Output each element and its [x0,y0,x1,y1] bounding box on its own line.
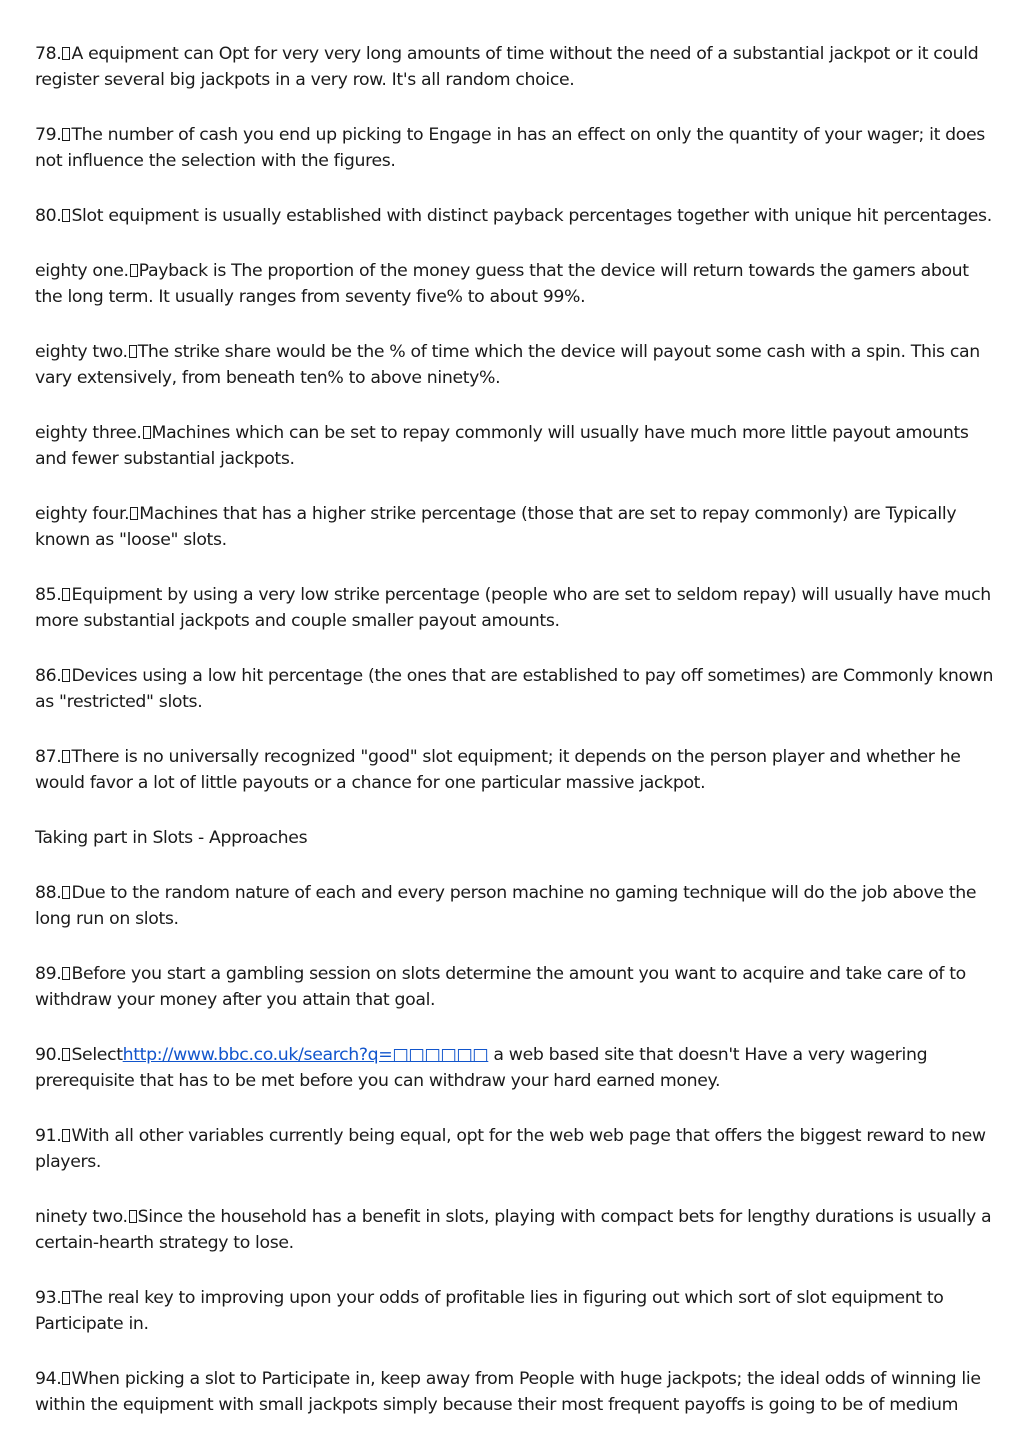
item-lead: Select [71,1045,123,1065]
item-lead: A [71,44,83,64]
paragraph-82 [35,339,995,391]
item-text: equipment is usually established with distinct payback percentages together with unique hit percentages. [103,206,992,226]
item-number: 89. [35,964,62,984]
item-lead: There [71,747,120,767]
missing-glyph-icon [129,345,137,358]
missing-glyph-icon [62,750,70,763]
item-lead: With [71,1126,110,1146]
missing-glyph-icon [62,967,70,980]
item-number: 90. [35,1045,62,1065]
paragraph-80 [35,203,995,229]
item-number: eighty four. [35,504,130,524]
missing-glyph-icon [62,588,70,601]
item-lead: Devices [71,666,138,686]
item-lead: Since [137,1207,183,1227]
missing-glyph-icon [130,507,138,520]
paragraph-90 [35,1042,995,1094]
item-number: ninety two. [35,1207,128,1227]
item-text: which can be set to repay commonly will usually have much more little payout amounts and fewer substantial jackpots. [35,423,969,469]
item-number: 85. [35,585,62,605]
item-lead: Machines [139,504,218,524]
missing-glyph-icon [62,669,70,682]
item-lead: Before [71,964,126,984]
item-text: picking a slot to Participate in, keep away from People with huge jackpots; the ideal odds of winning lie within the equipment with small jackpots simply because their most frequent payoffs is going to be of medium [35,1369,981,1415]
item-lead: The [71,1288,103,1308]
paragraph-89 [35,961,995,1013]
section-heading: Taking part in Slots - Approaches [35,828,308,848]
missing-glyph-icon [62,1372,70,1385]
item-lead: The [71,125,103,145]
item-number: 94. [35,1369,62,1389]
item-number: 88. [35,883,62,903]
item-number: 86. [35,666,62,686]
item-number: eighty two. [35,342,128,362]
item-text: by using a very low strike percentage (people who are set to seldom repay) will usually have much more substantial jackpots and couple smaller payout amounts. [35,585,991,631]
missing-glyph-icon [130,264,138,277]
item-text: number of cash you end up picking to Engage in has an effect on only the quantity of your wager; it does not influence the selection with the figures. [35,125,985,171]
paragraph-85 [35,582,995,634]
item-text: real key to improving upon your odds of profitable lies in figuring out which sort of slot equipment to Participate in. [35,1288,944,1334]
item-lead: Payback [138,261,208,281]
paragraph-92 [35,1204,995,1256]
missing-glyph-icon [62,1129,70,1142]
missing-glyph-icon [62,1291,70,1304]
item-lead: Slot [71,206,104,226]
search-link[interactable]: http://www.bbc.co.uk/search?q=□□□□□□ [122,1045,489,1065]
item-lead: Equipment [71,585,163,605]
item-lead: When [71,1369,120,1389]
item-text: that has a higher strike percentage (those that are set to repay commonly) are Typically known as "loose" slots. [35,504,957,550]
item-text: a web based site that doesn't Have a very wagering prerequisite that has to be met before you can withdraw your hard earned money. [35,1045,928,1091]
missing-glyph-icon [62,886,70,899]
missing-glyph-icon [129,1210,137,1223]
item-text: you start a gambling session on slots determine the amount you want to acquire and take care of to withdraw your money after you attain that goal. [35,964,966,1010]
item-number: 87. [35,747,62,767]
paragraph-78 [35,41,995,93]
item-text: the household has a benefit in slots, playing with compact bets for lengthy durations is usually a certain-hearth strategy to lose. [35,1207,992,1253]
item-text: strike share would be the % of time which the device will payout some cash with a spin. This can vary extensively, from beneath ten% to above ninety%. [35,342,980,388]
item-number: 91. [35,1126,62,1146]
item-number: 79. [35,125,62,145]
item-text: is The proportion of the money guess that the device will return towards the gamers about the long term. It usually ranges from seventy five% to about 99%. [35,261,969,307]
item-lead: The [137,342,169,362]
paragraph-93 [35,1285,995,1337]
item-text: equipment can Opt for very very long amounts of time without the need of a substantial jackpot or it could register several big jackpots in a very row. It's all random choice. [35,44,979,90]
missing-glyph-icon [62,47,70,60]
missing-glyph-icon [62,209,70,222]
item-text: to the random nature of each and every person machine no gaming technique will do the job above the long run on slots. [35,883,977,929]
paragraph-86 [35,663,995,715]
missing-glyph-icon [62,1048,70,1061]
paragraph-79 [35,122,995,174]
paragraph-88 [35,880,995,932]
item-lead: Due [71,883,106,903]
paragraph-91 [35,1123,995,1175]
document-page [35,41,995,1447]
missing-glyph-icon [62,128,70,141]
paragraph-81 [35,258,995,310]
item-number: 93. [35,1288,62,1308]
paragraph-83 [35,420,995,472]
item-lead: Machines [151,423,231,443]
item-text: using a low hit percentage (the ones that are established to pay off sometimes) are Commonly known as "restricted" slots. [35,666,994,712]
item-text: is no universally recognized "good" slot equipment; it depends on the person player and whether he would favor a lot of little payouts or a chance for one particular massive jackpot. [35,747,961,793]
item-number: eighty three. [35,423,142,443]
paragraph-87 [35,744,995,796]
item-text: all other variables currently being equal, opt for the web web page that offers the biggest reward to new players. [35,1126,986,1172]
item-number: 80. [35,206,62,226]
missing-glyph-icon [143,426,151,439]
item-number: 78. [35,44,62,64]
paragraph-94 [35,1366,995,1418]
item-number: eighty one. [35,261,129,281]
paragraph-84 [35,501,995,553]
